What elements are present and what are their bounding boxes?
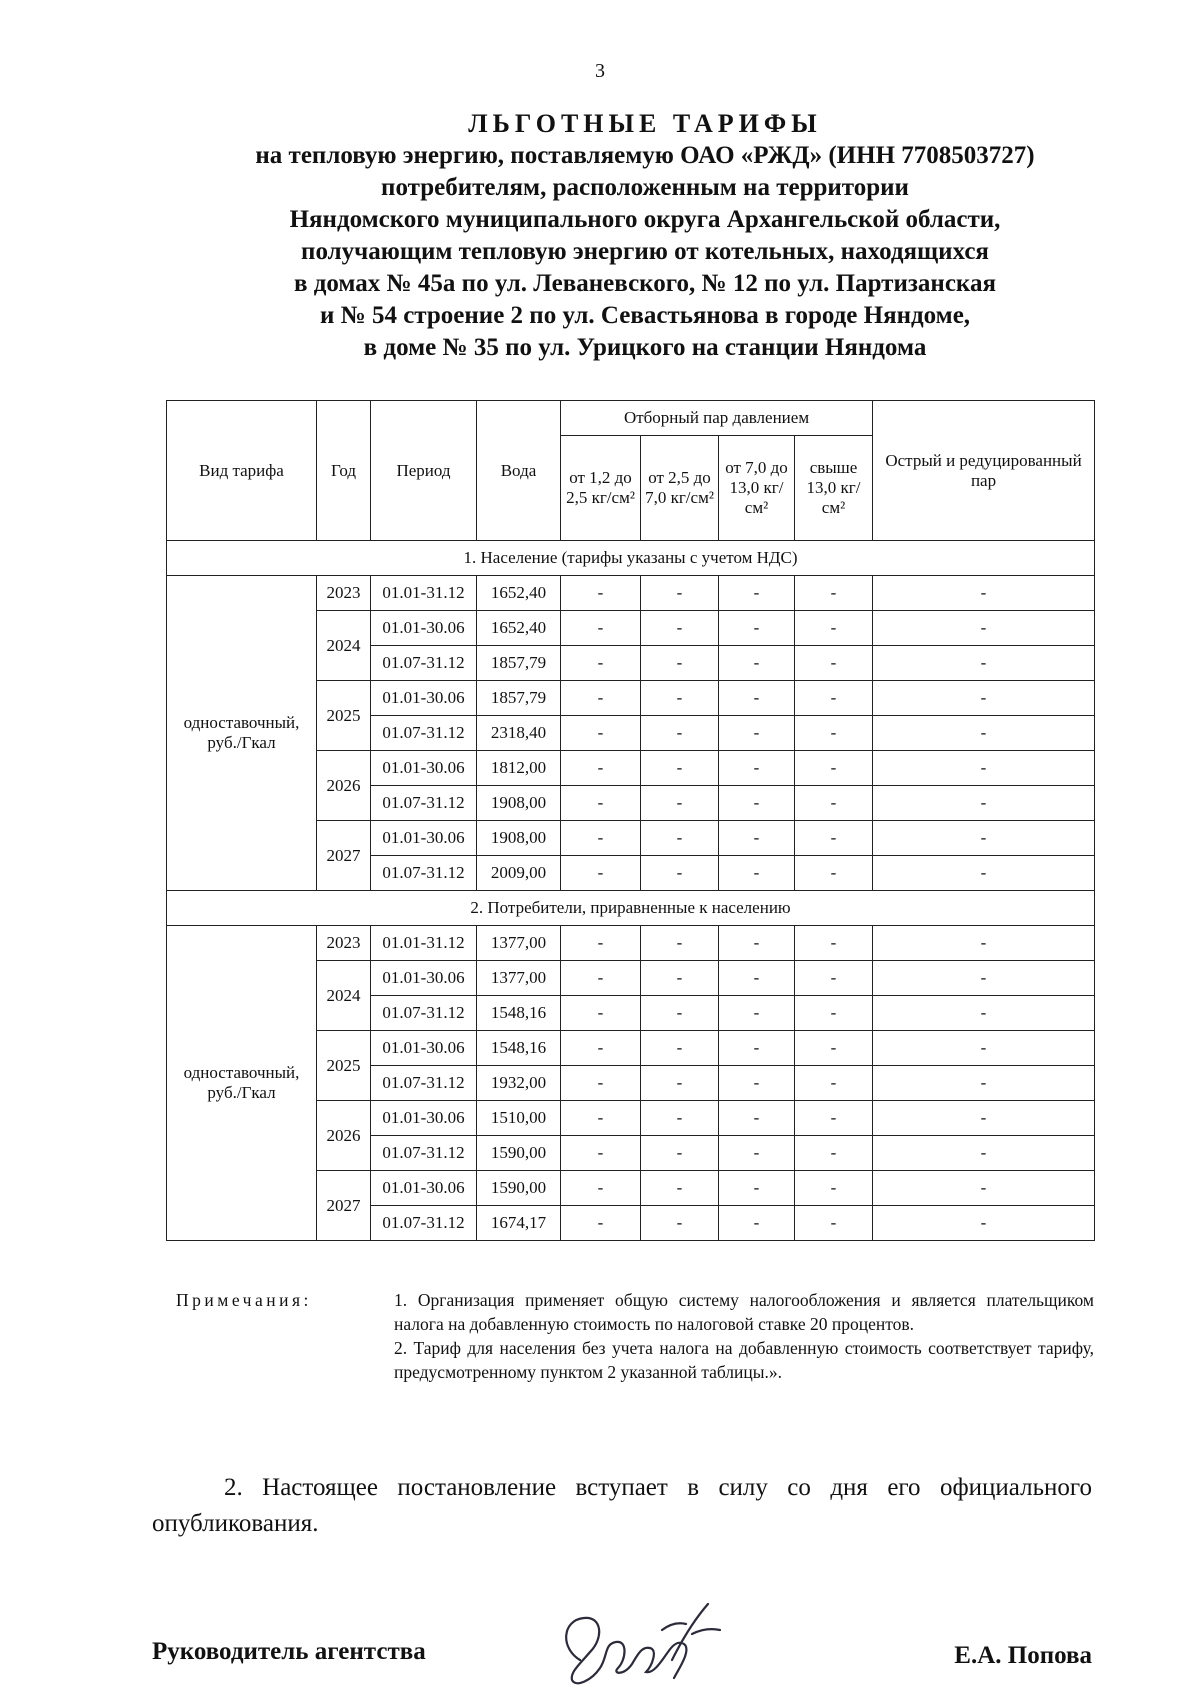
empty-value-cell: -	[561, 1101, 641, 1136]
water-cell: 1548,16	[477, 1031, 561, 1066]
year-cell: 2027	[317, 821, 371, 891]
title-line: получающим тепловую энергию от котельных, находящихся	[301, 238, 989, 265]
title-line: на тепловую энергию, поставляемую ОАО «РЖД» (ИНН 7708503727)	[255, 142, 1035, 169]
header-steam-col: от 2,5 до 7,0 кг/см²	[641, 436, 719, 541]
empty-value-cell: -	[561, 1171, 641, 1206]
empty-value-cell: -	[561, 821, 641, 856]
section-row	[167, 891, 1095, 926]
empty-value-cell: -	[795, 856, 873, 891]
empty-value-cell: -	[873, 1066, 1095, 1101]
empty-value-cell: -	[561, 786, 641, 821]
empty-value-cell: -	[795, 926, 873, 961]
empty-value-cell: -	[719, 1066, 795, 1101]
empty-value-cell: -	[873, 961, 1095, 996]
empty-value-cell: -	[873, 856, 1095, 891]
period-cell: 01.01-31.12	[371, 576, 477, 611]
empty-value-cell: -	[873, 611, 1095, 646]
signature-row	[152, 1600, 1092, 1680]
water-cell: 1377,00	[477, 961, 561, 996]
empty-value-cell: -	[873, 1206, 1095, 1241]
year-cell: 2026	[317, 751, 371, 821]
tariff-type-cell: одноставочный, руб./Гкал	[167, 576, 317, 891]
document-title	[0, 108, 1200, 364]
empty-value-cell: -	[873, 1136, 1095, 1171]
note-item: 1. Организация применяет общую систему налогообложения и является плательщиком налога на добавленную стоимость по налоговой ставке 20 процентов.	[394, 1290, 1094, 1334]
year-cell: 2023	[317, 926, 371, 961]
section-row	[167, 541, 1095, 576]
title-line: в домах № 45а по ул. Леваневского, № 12 по ул. Партизанская	[294, 270, 996, 297]
empty-value-cell: -	[561, 1206, 641, 1241]
empty-value-cell: -	[641, 1206, 719, 1241]
empty-value-cell: -	[795, 576, 873, 611]
empty-value-cell: -	[719, 996, 795, 1031]
empty-value-cell: -	[641, 1031, 719, 1066]
empty-value-cell: -	[561, 926, 641, 961]
water-cell: 2009,00	[477, 856, 561, 891]
tariff-table	[166, 400, 1095, 1241]
empty-value-cell: -	[873, 576, 1095, 611]
year-cell: 2026	[317, 1101, 371, 1171]
title-line: Няндомского муниципального округа Архангельской области,	[289, 206, 1001, 233]
empty-value-cell: -	[641, 856, 719, 891]
empty-value-cell: -	[873, 751, 1095, 786]
period-cell: 01.01-30.06	[371, 1171, 477, 1206]
tariff-type-cell: одноставочный, руб./Гкал	[167, 926, 317, 1241]
water-cell: 1548,16	[477, 996, 561, 1031]
section-title: 2. Потребители, приравненные к населению	[167, 891, 1095, 926]
notes-list	[394, 1288, 1094, 1384]
empty-value-cell: -	[719, 751, 795, 786]
water-cell: 1908,00	[477, 786, 561, 821]
empty-value-cell: -	[641, 786, 719, 821]
empty-value-cell: -	[561, 576, 641, 611]
empty-value-cell: -	[719, 821, 795, 856]
empty-value-cell: -	[873, 681, 1095, 716]
water-cell: 1590,00	[477, 1171, 561, 1206]
empty-value-cell: -	[719, 1031, 795, 1066]
empty-value-cell: -	[719, 926, 795, 961]
empty-value-cell: -	[641, 996, 719, 1031]
empty-value-cell: -	[641, 926, 719, 961]
empty-value-cell: -	[561, 716, 641, 751]
empty-value-cell: -	[719, 786, 795, 821]
empty-value-cell: -	[873, 1171, 1095, 1206]
empty-value-cell: -	[719, 681, 795, 716]
year-cell: 2023	[317, 576, 371, 611]
period-cell: 01.07-31.12	[371, 646, 477, 681]
year-cell: 2024	[317, 961, 371, 1031]
empty-value-cell: -	[719, 1101, 795, 1136]
tariff-table-body	[167, 541, 1095, 1241]
empty-value-cell: -	[561, 996, 641, 1031]
empty-value-cell: -	[719, 856, 795, 891]
empty-value-cell: -	[641, 1066, 719, 1101]
note-item: 2. Тариф для населения без учета налога на добавленную стоимость соответствует тарифу, предусмотренному пунктом 2 указанной таблицы.».	[394, 1338, 1094, 1382]
empty-value-cell: -	[795, 716, 873, 751]
decree-text: 2. Настоящее постановление вступает в силу со дня его официального опубликования.	[152, 1474, 1092, 1537]
water-cell: 1674,17	[477, 1206, 561, 1241]
table-row	[167, 576, 1095, 611]
empty-value-cell: -	[641, 1136, 719, 1171]
period-cell: 01.07-31.12	[371, 856, 477, 891]
empty-value-cell: -	[873, 926, 1095, 961]
empty-value-cell: -	[795, 1206, 873, 1241]
table-row	[167, 926, 1095, 961]
water-cell: 1590,00	[477, 1136, 561, 1171]
period-cell: 01.01-30.06	[371, 751, 477, 786]
notes-label: Примечания:	[176, 1290, 312, 1310]
year-cell: 2025	[317, 1031, 371, 1101]
water-cell: 1812,00	[477, 751, 561, 786]
header-steam-col: от 1,2 до 2,5 кг/см²	[561, 436, 641, 541]
empty-value-cell: -	[561, 611, 641, 646]
period-cell: 01.01-30.06	[371, 611, 477, 646]
water-cell: 1857,79	[477, 681, 561, 716]
header-water: Вода	[477, 401, 561, 541]
page-number: 3	[595, 60, 605, 82]
empty-value-cell: -	[795, 611, 873, 646]
signatory-name: Е.А. Попова	[954, 1642, 1092, 1669]
empty-value-cell: -	[795, 751, 873, 786]
header-sharp-steam: Острый и редуцированный пар	[873, 401, 1095, 541]
empty-value-cell: -	[719, 611, 795, 646]
header-tariff-type: Вид тарифа	[167, 401, 317, 541]
period-cell: 01.07-31.12	[371, 1066, 477, 1101]
signatory-role: Руководитель агентства	[152, 1638, 426, 1665]
empty-value-cell: -	[719, 1171, 795, 1206]
empty-value-cell: -	[561, 646, 641, 681]
empty-value-cell: -	[795, 681, 873, 716]
empty-value-cell: -	[641, 681, 719, 716]
empty-value-cell: -	[561, 681, 641, 716]
empty-value-cell: -	[873, 646, 1095, 681]
water-cell: 1652,40	[477, 576, 561, 611]
water-cell: 1510,00	[477, 1101, 561, 1136]
empty-value-cell: -	[641, 1171, 719, 1206]
empty-value-cell: -	[873, 716, 1095, 751]
water-cell: 1377,00	[477, 926, 561, 961]
period-cell: 01.01-30.06	[371, 681, 477, 716]
header-period: Период	[371, 401, 477, 541]
empty-value-cell: -	[795, 1101, 873, 1136]
water-cell: 2318,40	[477, 716, 561, 751]
handwritten-signature-icon	[542, 1590, 732, 1700]
empty-value-cell: -	[641, 751, 719, 786]
header-steam-col: от 7,0 до 13,0 кг/см²	[719, 436, 795, 541]
period-cell: 01.07-31.12	[371, 1136, 477, 1171]
period-cell: 01.01-30.06	[371, 961, 477, 996]
empty-value-cell: -	[641, 576, 719, 611]
period-cell: 01.07-31.12	[371, 996, 477, 1031]
empty-value-cell: -	[795, 1171, 873, 1206]
empty-value-cell: -	[561, 961, 641, 996]
empty-value-cell: -	[795, 646, 873, 681]
empty-value-cell: -	[719, 646, 795, 681]
empty-value-cell: -	[795, 1031, 873, 1066]
period-cell: 01.01-30.06	[371, 1031, 477, 1066]
empty-value-cell: -	[873, 821, 1095, 856]
empty-value-cell: -	[719, 576, 795, 611]
empty-value-cell: -	[641, 646, 719, 681]
title-line: и № 54 строение 2 по ул. Севастьянова в городе Няндоме,	[319, 302, 971, 329]
empty-value-cell: -	[795, 961, 873, 996]
period-cell: 01.01-30.06	[371, 1101, 477, 1136]
empty-value-cell: -	[795, 1066, 873, 1101]
year-cell: 2024	[317, 611, 371, 681]
period-cell: 01.07-31.12	[371, 1206, 477, 1241]
header-steam-col: свыше 13,0 кг/см²	[795, 436, 873, 541]
empty-value-cell: -	[561, 751, 641, 786]
period-cell: 01.01-30.06	[371, 821, 477, 856]
empty-value-cell: -	[795, 996, 873, 1031]
empty-value-cell: -	[641, 961, 719, 996]
water-cell: 1932,00	[477, 1066, 561, 1101]
title-line: потребителям, расположенным на территории	[381, 174, 909, 201]
empty-value-cell: -	[561, 1066, 641, 1101]
water-cell: 1652,40	[477, 611, 561, 646]
empty-value-cell: -	[561, 1031, 641, 1066]
header-steam-group: Отборный пар давлением	[561, 401, 873, 436]
empty-value-cell: -	[641, 821, 719, 856]
empty-value-cell: -	[719, 1136, 795, 1171]
empty-value-cell: -	[795, 786, 873, 821]
empty-value-cell: -	[873, 996, 1095, 1031]
empty-value-cell: -	[641, 1101, 719, 1136]
empty-value-cell: -	[873, 1031, 1095, 1066]
empty-value-cell: -	[641, 716, 719, 751]
empty-value-cell: -	[873, 786, 1095, 821]
section-title: 1. Население (тарифы указаны с учетом НДС)	[167, 541, 1095, 576]
period-cell: 01.07-31.12	[371, 716, 477, 751]
empty-value-cell: -	[561, 1136, 641, 1171]
title-line: в доме № 35 по ул. Урицкого на станции Няндома	[363, 334, 927, 361]
water-cell: 1857,79	[477, 646, 561, 681]
empty-value-cell: -	[873, 1101, 1095, 1136]
empty-value-cell: -	[795, 1136, 873, 1171]
empty-value-cell: -	[795, 821, 873, 856]
year-cell: 2025	[317, 681, 371, 751]
empty-value-cell: -	[719, 961, 795, 996]
empty-value-cell: -	[719, 716, 795, 751]
water-cell: 1908,00	[477, 821, 561, 856]
period-cell: 01.01-31.12	[371, 926, 477, 961]
empty-value-cell: -	[561, 856, 641, 891]
year-cell: 2027	[317, 1171, 371, 1241]
empty-value-cell: -	[719, 1206, 795, 1241]
period-cell: 01.07-31.12	[371, 786, 477, 821]
empty-value-cell: -	[641, 611, 719, 646]
header-year: Год	[317, 401, 371, 541]
title-main: ЛЬГОТНЫЕ ТАРИФЫ	[468, 109, 822, 138]
